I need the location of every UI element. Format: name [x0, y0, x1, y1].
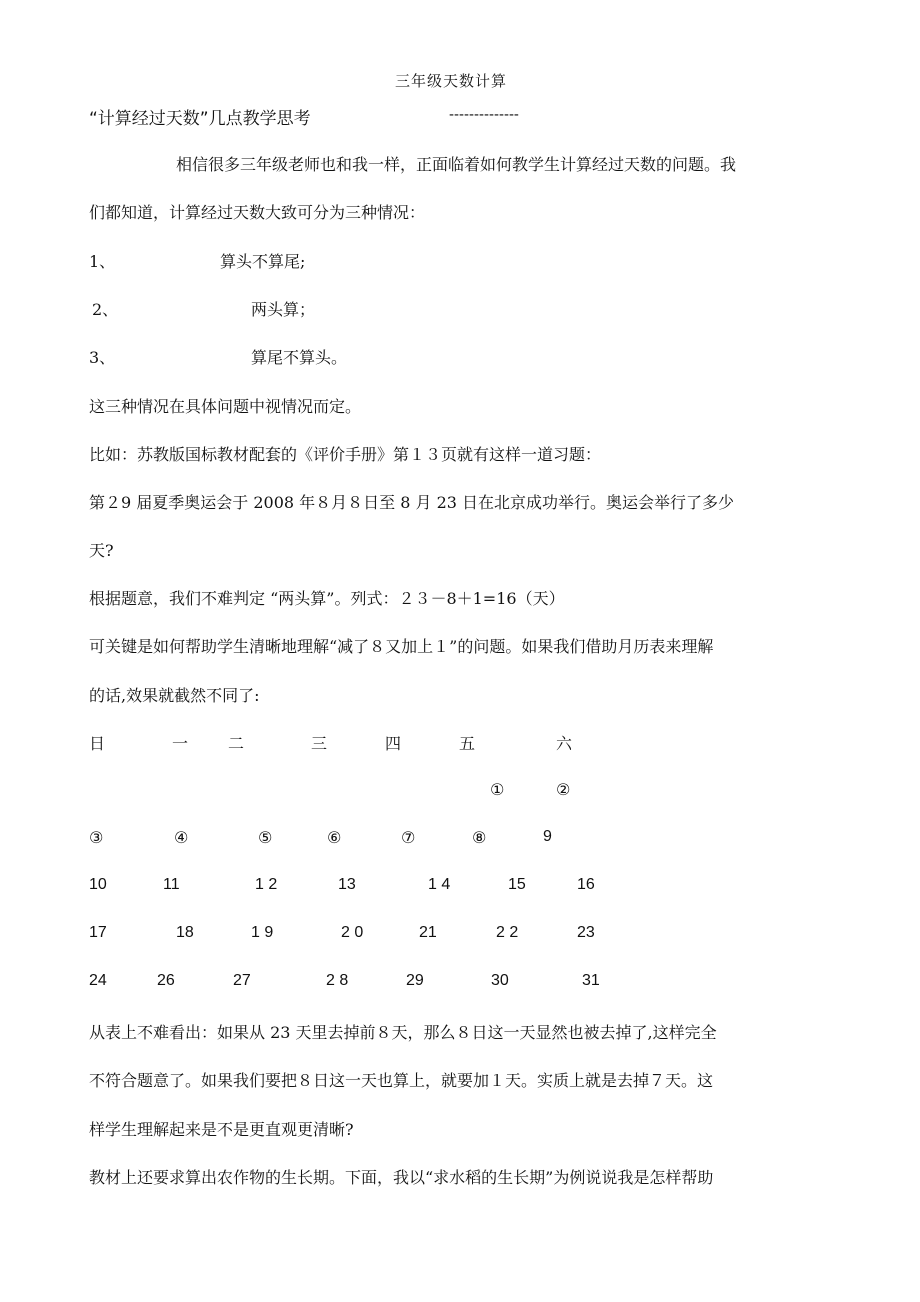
calendar-day-11: 11 [163, 876, 180, 893]
case-text-2: 两头算； [251, 300, 316, 319]
paragraph-formula: 根据题意，我们不难判定 “两头算”。列式：２３－8＋1=16（天） [89, 589, 565, 608]
calendar-weekday-thu: 四 [385, 734, 402, 753]
calendar-weekday-mon: 一 [172, 734, 189, 753]
case-number-2: 2、 [92, 300, 119, 319]
paragraph-cases-note: 这三种情况在具体问题中视情况而定。 [89, 397, 362, 416]
calendar-day-21: 21 [419, 924, 437, 941]
calendar-day-22: 2 2 [496, 924, 519, 941]
paragraph-intro-line-1: 相信很多三年级老师也和我一样，正面临着如何教学生计算经过天数的问题。我 [176, 155, 737, 174]
calendar-day-19: 1 9 [251, 924, 274, 941]
calendar-day-8: ⑧ [472, 830, 487, 847]
document-top-title: 三年级天数计算 [395, 72, 508, 90]
paragraph-problem-line-1: 第２9 届夏季奥运会于 2008 年８月８日至 8 月 23 日在北京成功举行。奥运会举行了多少 [89, 493, 735, 512]
paragraph-example: 比如：苏教版国标教材配套的《评价手册》第１３页就有这样一道习题： [89, 445, 602, 464]
paragraph-conclusion-line-1: 从表上不难看出：如果从 23 天里去掉前８天，那么８日这一天显然也被去掉了,这样完全 [89, 1023, 717, 1042]
calendar-weekday-fri: 五 [459, 734, 476, 753]
calendar-day-4: ④ [174, 830, 189, 847]
calendar-day-20: 2 0 [341, 924, 364, 941]
headline-dash-separator: -------------- [449, 106, 519, 123]
case-number-1: 1、 [89, 252, 116, 271]
calendar-weekday-sun: 日 [89, 734, 106, 753]
case-text-3: 算尾不算头。 [251, 348, 348, 367]
calendar-day-14: 1 4 [428, 876, 451, 893]
calendar-weekday-sat: 六 [556, 734, 573, 753]
calendar-day-26: 26 [157, 972, 175, 989]
paragraph-key-line-1: 可关键是如何帮助学生清晰地理解“减了８又加上１”的问题。如果我们借助月历表来理解 [89, 637, 714, 656]
calendar-day-16: 16 [577, 876, 595, 893]
calendar-day-29: 29 [406, 972, 424, 989]
calendar-day-30: 30 [491, 972, 509, 989]
case-text-1: 算头不算尾; [220, 252, 306, 271]
calendar-day-27: 27 [233, 972, 251, 989]
calendar-day-10: 10 [89, 876, 107, 893]
calendar-day-23: 23 [577, 924, 595, 941]
paragraph-conclusion-line-3: 样学生理解起来是不是更直观更清晰? [89, 1120, 354, 1139]
calendar-day-9: 9 [543, 828, 552, 845]
calendar-day-1: ① [490, 782, 505, 799]
calendar-day-13: 13 [338, 876, 356, 893]
calendar-day-12: 1 2 [255, 876, 278, 893]
calendar-day-24: 24 [89, 972, 107, 989]
calendar-day-28: 2 8 [326, 972, 349, 989]
calendar-day-18: 18 [176, 924, 194, 941]
paragraph-problem-line-2: 天? [89, 541, 114, 560]
calendar-day-5: ⑤ [258, 830, 273, 847]
calendar-day-7: ⑦ [401, 830, 416, 847]
paragraph-key-line-2: 的话,效果就截然不同了: [89, 686, 260, 705]
paragraph-last-line: 教材上还要求算出农作物的生长期。下面，我以“求水稻的生长期”为例说说我是怎样帮助 [89, 1168, 714, 1187]
calendar-day-17: 17 [89, 924, 107, 941]
calendar-weekday-wed: 三 [311, 734, 328, 753]
calendar-day-6: ⑥ [327, 830, 342, 847]
calendar-weekday-tue: 二 [228, 734, 245, 753]
calendar-day-3: ③ [89, 830, 104, 847]
calendar-day-2: ② [556, 782, 571, 799]
calendar-day-31: 31 [582, 972, 600, 989]
paragraph-conclusion-line-2: 不符合题意了。如果我们要把８日这一天也算上，就要加１天。实质上就是去掉７天。这 [89, 1071, 714, 1090]
paragraph-intro-line-2: 们都知道，计算经过天数大致可分为三种情况： [89, 203, 426, 222]
calendar-day-15: 15 [508, 876, 526, 893]
article-headline: “计算经过天数”几点教学思考 [89, 109, 311, 129]
case-number-3: 3、 [89, 348, 116, 367]
